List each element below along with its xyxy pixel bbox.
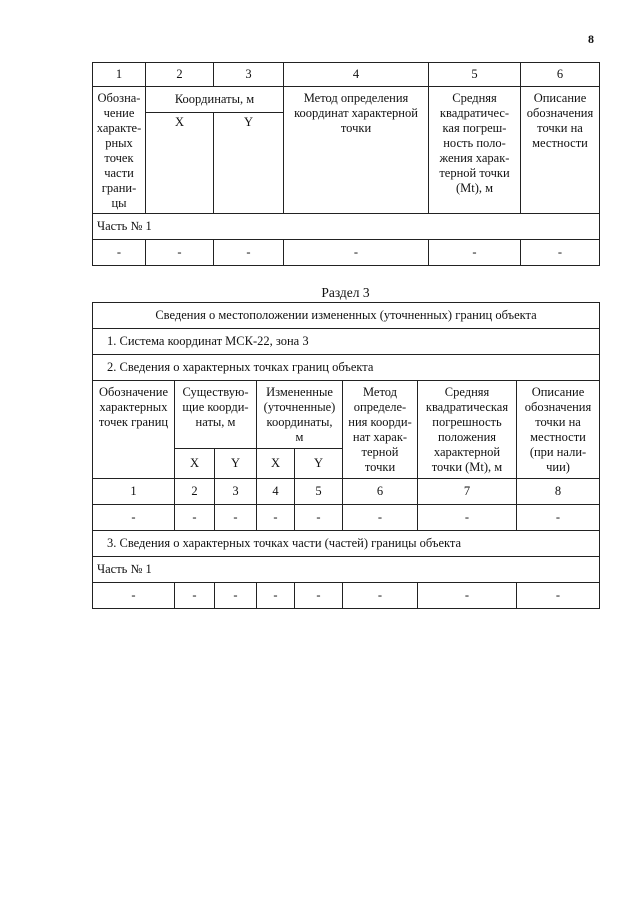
table-row — [93, 63, 600, 87]
table-row — [93, 557, 600, 583]
empty-cell: - — [257, 505, 295, 531]
header-description: Описание обозначения точки на местности (при нали- чии) — [517, 381, 600, 479]
coordinate-system: 1. Система координат МСК-22, зона 3 — [93, 329, 600, 355]
points-table-part — [92, 62, 600, 266]
empty-cell: - — [295, 583, 343, 609]
subsection-boundary-points: 2. Сведения о характерных точках границ объекта — [93, 355, 600, 381]
empty-cell: - — [284, 240, 429, 266]
empty-cell: - — [175, 505, 215, 531]
empty-cell: - — [93, 505, 175, 531]
empty-cell: - — [429, 240, 521, 266]
header-description: Описание обозначения точки на местности — [521, 87, 600, 214]
part-label: Часть № 1 — [93, 557, 600, 583]
header-x: X — [146, 113, 214, 214]
table-row — [93, 583, 600, 609]
table-row — [93, 479, 600, 505]
header-mean-error: Средняя квадратическая погрешность положения характерной точки (Mt), м — [418, 381, 517, 479]
header-method: Метод определения координат характерной точки — [284, 87, 429, 214]
empty-cell: - — [93, 583, 175, 609]
empty-cell: - — [418, 505, 517, 531]
table-row — [93, 355, 600, 381]
col-number: 4 — [284, 63, 429, 87]
table-row — [93, 329, 600, 355]
section-title: Раздел 3 — [321, 285, 370, 300]
empty-cell: - — [343, 583, 418, 609]
header-x: X — [175, 449, 215, 479]
col-number: 7 — [418, 479, 517, 505]
col-number: 3 — [214, 63, 284, 87]
col-number: 5 — [295, 479, 343, 505]
header-y: Y — [215, 449, 257, 479]
empty-cell: - — [418, 583, 517, 609]
header-changed-coordinates: Измененные (уточненные) координаты, м — [257, 381, 343, 449]
table-title-row — [93, 303, 600, 329]
table-row — [93, 240, 600, 266]
col-number: 6 — [343, 479, 418, 505]
header-x: X — [257, 449, 295, 479]
col-number: 4 — [257, 479, 295, 505]
subsection-part-points: 3. Сведения о характерных точках части (частей) границы объекта — [93, 531, 600, 557]
col-number: 8 — [517, 479, 600, 505]
empty-cell: - — [146, 240, 214, 266]
header-y: Y — [214, 113, 284, 214]
empty-cell: - — [517, 583, 600, 609]
table-row — [93, 214, 600, 240]
table-header-row — [93, 381, 600, 449]
empty-cell: - — [175, 583, 215, 609]
empty-cell: - — [214, 240, 284, 266]
header-method: Метод определе- ния коорди- нат харак- терной точки — [343, 381, 418, 479]
empty-cell: - — [257, 583, 295, 609]
empty-cell: - — [215, 583, 257, 609]
part-label: Часть № 1 — [93, 214, 600, 240]
header-y: Y — [295, 449, 343, 479]
col-number: 2 — [146, 63, 214, 87]
empty-cell: - — [343, 505, 418, 531]
empty-cell: - — [215, 505, 257, 531]
header-point-designation: Обозначение характерных точек границ — [93, 381, 175, 479]
col-number: 5 — [429, 63, 521, 87]
col-number: 3 — [215, 479, 257, 505]
empty-cell: - — [521, 240, 600, 266]
header-point-designation: Обозна- чение характе- рных точек части грани- цы — [93, 87, 146, 214]
col-number: 6 — [521, 63, 600, 87]
col-number: 1 — [93, 479, 175, 505]
empty-cell: - — [93, 240, 146, 266]
empty-cell: - — [295, 505, 343, 531]
table-row — [93, 531, 600, 557]
col-number: 1 — [93, 63, 146, 87]
table-title: Сведения о местоположении измененных (уточненных) границ объекта — [93, 303, 600, 329]
page-number: 8 — [588, 32, 594, 46]
header-coordinates: Координаты, м — [146, 87, 284, 113]
table-header-row — [93, 87, 600, 113]
header-mean-error: Средняя квадратичес- кая погреш- ность поло- жения харак- терной точки (Mt), м — [429, 87, 521, 214]
header-existing-coordinates: Существую- щие коорди- наты, м — [175, 381, 257, 449]
col-number: 2 — [175, 479, 215, 505]
empty-cell: - — [517, 505, 600, 531]
changed-boundaries-table — [92, 302, 600, 609]
table-row — [93, 505, 600, 531]
